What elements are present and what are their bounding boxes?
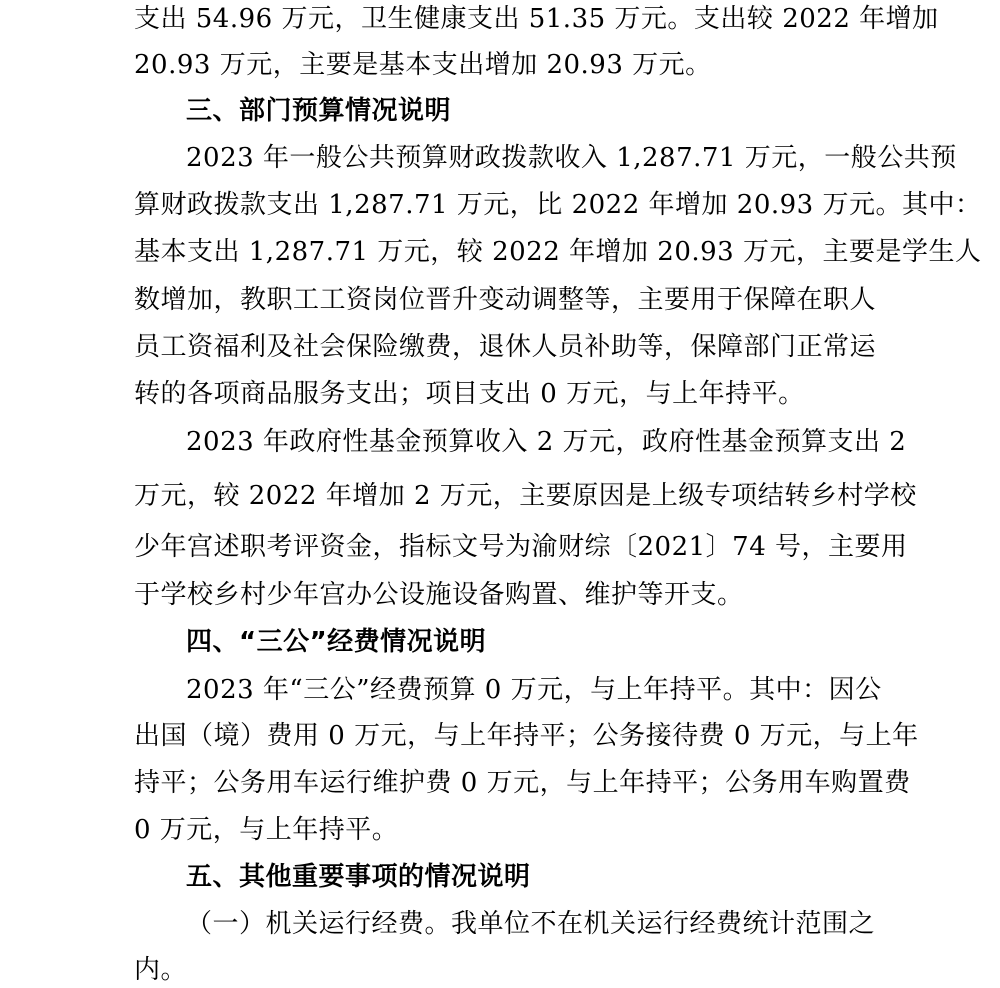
section-heading-other-matters: 五、其他重要事项的情况说明 — [186, 862, 531, 892]
paragraph-line: 2023 年政府性基金预算收入 2 万元，政府性基金预算支出 2 — [186, 427, 907, 457]
paragraph-line: 2023 年“三公”经费预算 0 万元，与上年持平。其中：因公 — [186, 675, 882, 705]
paragraph-line: （一）机关运行经费。我单位不在机关运行经费统计范围之 — [186, 909, 876, 939]
paragraph-line: 于学校乡村少年宫办公设施设备购置、维护等开支。 — [134, 580, 744, 610]
paragraph-line: 少年宫述职考评资金，指标文号为渝财综〔2021〕74 号，主要用 — [134, 532, 908, 562]
paragraph-line: 转的各项商品服务支出；项目支出 0 万元，与上年持平。 — [134, 379, 805, 409]
paragraph-line: 持平；公务用车运行维护费 0 万元，与上年持平；公务用车购置费 — [134, 768, 911, 798]
paragraph-line: 算财政拨款支出 1,287.71 万元，比 2022 年增加 20.93 万元。其中： — [134, 190, 982, 220]
paragraph-line: 出国（境）费用 0 万元，与上年持平；公务接待费 0 万元，与上年 — [134, 721, 919, 751]
section-heading-budget: 三、部门预算情况说明 — [186, 96, 452, 126]
paragraph-line: 数增加，教职工工资岗位晋升变动调整等，主要用于保障在职人 — [134, 285, 877, 315]
paragraph-line: 0 万元，与上年持平。 — [134, 815, 399, 845]
paragraph-line: 基本支出 1,287.71 万元，较 2022 年增加 20.93 万元，主要是学生人 — [134, 237, 982, 267]
paragraph-line: 20.93 万元，主要是基本支出增加 20.93 万元。 — [134, 50, 712, 80]
paragraph-line: 2023 年一般公共预算财政拨款收入 1,287.71 万元，一般公共预 — [186, 143, 957, 173]
paragraph-line: 支出 54.96 万元，卫生健康支出 51.35 万元。支出较 2022 年增加 — [134, 4, 939, 34]
paragraph-line: 万元，较 2022 年增加 2 万元，主要原因是上级专项结转乡村学校 — [134, 481, 917, 511]
paragraph-line: 员工资福利及社会保险缴费，退休人员补助等，保障部门正常运 — [134, 332, 877, 362]
section-heading-three-public: 四、“三公”经费情况说明 — [186, 627, 487, 657]
paragraph-line: 内。 — [134, 955, 188, 985]
